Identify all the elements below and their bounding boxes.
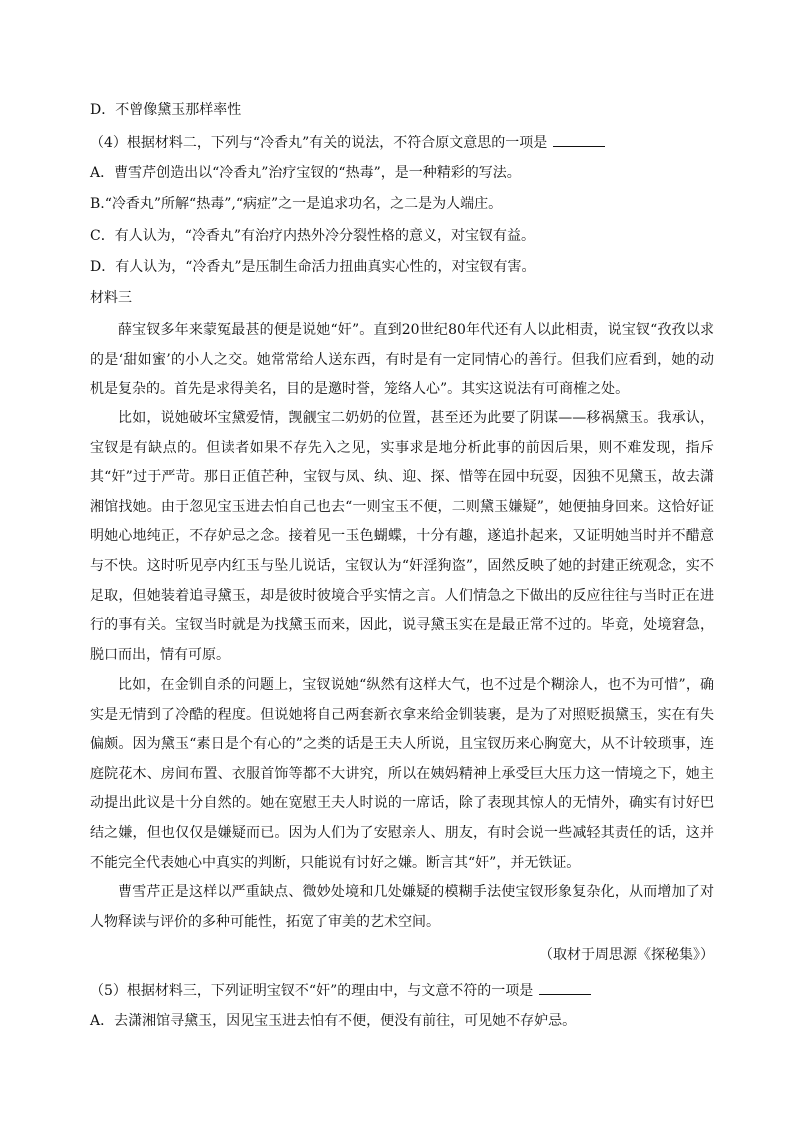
material3-paragraph: 薛宝钗多年来蒙冤最甚的便是说她“奸”。直到20世纪80年代还有人以此相责，说宝钗“孜孜以求的是‘甜如蜜’的小人之交。她常常给人送东西，有时是有一定同情心的善行。但我们应看到，她的动机是复杂的。首先是求得美名，目的是邀时誉，笼络人心”。其实这说法有可商榷之处。 [90, 322, 714, 398]
q5-stem-text: （5）根据材料三，下列证明宝钗不“奸”的理由中，与文意不符的一项是 [90, 983, 534, 999]
source-citation: （取材于周思源《探秘集》） [539, 947, 714, 963]
q4-option-c: C．有人认为，“冷香丸”有治疗内热外冷分裂性格的意义，对宝钗有益。 [90, 228, 536, 244]
q3-option-d: D．不曾像黛玉那样率性 [90, 102, 242, 118]
answer-blank [539, 980, 591, 995]
q5-option-a: A．去潇湘馆寻黛玉，因见宝玉进去怕有不便，便没有前往，可见她不存妒忌。 [90, 1013, 577, 1029]
q4-option-b: B.“冷香丸”所解“热毒”,“病症”之一是追求功名，之二是为人端庄。 [90, 196, 503, 212]
material3-heading: 材料三 [90, 290, 132, 306]
q4-stem-text: （4）根据材料二，下列与“冷香丸”有关的说法，不符合原文意思的一项是 [90, 135, 548, 151]
q5-stem [90, 980, 591, 1001]
q4-stem [90, 132, 605, 153]
material3-paragraph: 比如，说她破坏宝黛爱情，觊觎宝二奶奶的位置，甚至还为此要了阴谋——移祸黛玉。我承认，宝钗是有缺点的。但读者如果不存先入之见，实事求是地分析此事的前因后果，则不难发现，指斥其“奸”过于严苛。那日正值芒种，宝钗与凤、纨、迎、探、惜等在园中玩耍，因独不见黛玉，故去潇湘馆找她。由于忽见宝玉进去怕自己也去“一则宝玉不便，二则黛玉嫌疑”，她便抽身回来。这恰好证明她心地纯正，不存妒忌之念。接着见一玉色蝴蝶，十分有趣，遂追扑起来，又证明她当时并不醋意与不快。这时听见亭内红玉与坠儿说话，宝钗认为“奸淫狗盗”，固然反映了她的封建正统观念，实不足取，但她装着追寻黛玉，却是彼时彼境合乎实情之言。人们情急之下做出的反应往往与当时正在进行的事有关。宝钗当时就是为找黛玉而来，因此，说寻黛玉实在是最正常不过的。毕竟，处境窘急，脱口而出，情有可原。 [90, 410, 714, 663]
q4-option-d: D．有人认为，“冷香丸”是压制生命活力扭曲真实心性的，对宝钗有害。 [90, 259, 536, 275]
material3-paragraph: 比如，在金钏自杀的问题上，宝钗说她“纵然有这样大气，也不过是个糊涂人，也不为可惜”，确实是无情到了冷酷的程度。但说她将自己两套新衣拿来给金钏装裹，是为了对照贬损黛玉，实在有失偏颇。因为黛玉“素日是个有心的”之类的话是王夫人所说，且宝钗历来心胸宽大，从不计较琐事，连庭院花木、房间布置、衣服首饰等都不大讲究，所以在姨妈精神上承受巨大压力这一情境之下，她主动提出此议是十分自然的。她在宽慰王夫人时说的一席话，除了表现其惊人的无情外，确实有讨好巴结之嫌，但也仅仅是嫌疑而已。因为人们为了安慰亲人、朋友，有时会说一些减轻其责任的话，这并不能完全代表她心中真实的判断，只能说有讨好之嫌。断言其“奸”，并无铁证。 [90, 677, 714, 871]
material3-paragraph: 曹雪芹正是这样以严重缺点、微妙处境和几处嫌疑的模糊手法使宝钗形象复杂化，从而增加了对人物释读与评价的多种可能性，拓宽了审美的艺术空间。 [90, 884, 714, 930]
answer-blank [553, 132, 605, 147]
q4-option-a: A．曹雪芹创造出以“冷香丸”治疗宝钗的“热毒”，是一种精彩的写法。 [90, 165, 521, 181]
